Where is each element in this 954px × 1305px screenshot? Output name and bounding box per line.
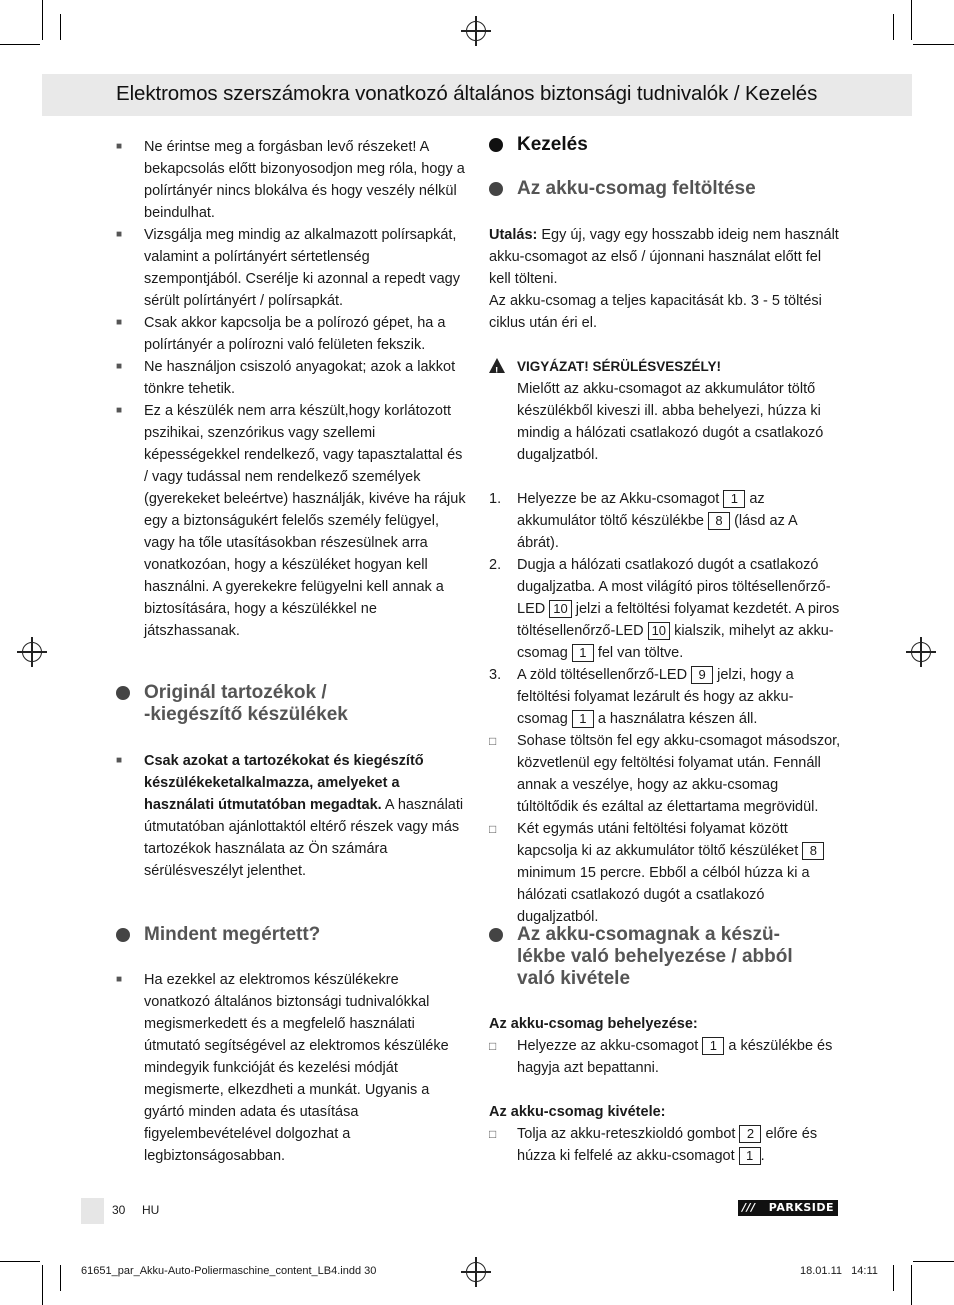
bullet-dot-icon xyxy=(489,928,503,942)
ref-number: 1 xyxy=(702,1037,724,1055)
language-code: HU xyxy=(142,1203,160,1217)
left-column xyxy=(116,136,468,642)
crop-mark xyxy=(60,1265,61,1291)
section-heading-insert: Az akku-csomagnak a készü- lékbe való behelyezése / abból való kivétele xyxy=(489,924,877,990)
ref-number: 1 xyxy=(739,1147,761,1165)
section-heading-kezeles: Kezelés xyxy=(489,134,857,156)
original-text: A használati útmutatóban ajánlottaktól eltérő részek vagy más tartozékok használata az Ön számára sérülésveszélyt jelenthet. xyxy=(144,797,464,879)
crop-mark xyxy=(0,1261,40,1262)
ref-number: 1 xyxy=(572,710,594,728)
registration-mark-icon xyxy=(466,21,486,41)
section-heading-original: Originál tartozékok / -kiegészítő készülékek xyxy=(116,682,484,726)
tip-item: □ Két egymás utáni feltöltési folyamat között kapcsolja ki az akkumulátor töltő készüléket 8 minimum 15 percre. Ebből a célból húzza ki a hálózati csatlakozó dugót a csatlakozó dugaljzatból. xyxy=(489,818,841,928)
bullet-dot-icon xyxy=(116,686,130,700)
remove-label: Az akku-csomag kivétele: xyxy=(489,1104,666,1120)
crop-mark xyxy=(911,0,912,40)
bullet-dot-icon xyxy=(489,182,503,196)
warning-block xyxy=(489,356,841,378)
registration-mark-icon xyxy=(911,642,931,662)
crop-mark xyxy=(893,1265,894,1291)
warning-icon xyxy=(489,358,505,373)
list-item: ■ Ha ezekkel az elektromos készülékekre vonatkozó általános biztonsági tudnivalókkal megismerkedett és a megfelelő használati útmutató segítségével az elektromos készüléke mindegyik funkcióját és kezelési módját megismerte, elkezdheti a munkát. Ugyanis a gyártó minden adata és utasítása figyelembevételével dolgozhat a legbiztonságosabban. xyxy=(116,969,468,1167)
page-title: Elektromos szerszámokra vonatkozó általános biztonsági tudnivalók / Kezelés xyxy=(116,82,818,105)
capacity-paragraph: Az akku-csomag a teljes kapacitását kb. 3 - 5 töltési ciklus után éri el. xyxy=(489,293,822,331)
brand-logo: /// PARKSIDE xyxy=(738,1200,838,1216)
crop-mark xyxy=(0,44,40,45)
original-section xyxy=(116,750,468,882)
footer-box xyxy=(81,1198,104,1224)
crop-mark xyxy=(60,14,61,40)
section-heading-charge: Az akku-csomag feltöltése xyxy=(489,178,857,200)
list-item: ■ Csak akkor kapcsolja be a polírozó gépet, ha a polírtányér a polírozni való felületen fekszik. xyxy=(116,312,468,356)
insert-item: □ Helyezze az akku-csomagot 1 a készülékbe és hagyja azt bepattanni. xyxy=(489,1035,841,1079)
warning-text: Mielőtt az akku-csomagot az akkumulátor töltő készülékből kiveszi ill. abba behelyezi, húzza ki mindig a hálózati csatlakozó dugót a csatlakozó dugaljzatból. xyxy=(517,381,824,463)
list-item: ■ Ne használjon csiszoló anyagokat; azok a lakkot tönkre tehetik. xyxy=(116,356,468,400)
date-time: 18.01.11 14:11 xyxy=(800,1265,878,1277)
crop-mark xyxy=(911,1265,912,1305)
remove-item: □ Tolja az akku-reteszkioldó gombot 2 előre és húzza ki felfelé az akku-csomagot 1 . xyxy=(489,1123,841,1167)
section-heading-understood: Mindent megértett? xyxy=(116,924,484,946)
note-paragraph: Utalás: Egy új, vagy egy hosszabb ideig nem használt akku-csomagot az első / újonnani használat előtt fel kell tölteni. xyxy=(489,227,839,287)
insert-label: Az akku-csomag behelyezése: xyxy=(489,1016,698,1032)
page-number: 30 xyxy=(112,1203,126,1217)
ref-number: 1 xyxy=(723,490,745,508)
registration-mark-icon xyxy=(22,642,42,662)
note-label: Utalás: xyxy=(489,227,538,243)
step-item: 1. Helyezze be az Akku-csomagot 1 az akkumulátor töltő készülékbe 8 (lásd az A ábrát). xyxy=(489,491,797,551)
ref-number: 8 xyxy=(708,512,730,530)
ref-number: 9 xyxy=(691,666,713,684)
ref-number: 10 xyxy=(549,600,571,618)
crop-mark xyxy=(913,44,954,45)
crop-mark xyxy=(913,1261,954,1262)
right-column xyxy=(489,224,841,928)
ref-number: 10 xyxy=(648,622,670,640)
bullet-dot-icon xyxy=(116,928,130,942)
ref-number: 8 xyxy=(802,842,824,860)
ref-number: 1 xyxy=(572,644,594,662)
list-item: ■ Ne érintse meg a forgásban levő részeket! A bekapcsolás előtt bizonyosodjon meg róla, hogy a polírtányér nincs blokálva és hogy veszély nélkül beindulhat. xyxy=(116,136,468,224)
list-item xyxy=(116,750,468,882)
insert-remove-section xyxy=(489,1013,841,1167)
crop-mark xyxy=(42,0,43,40)
crop-mark xyxy=(893,14,894,40)
understood-section xyxy=(116,969,468,1167)
bullet-dot-icon xyxy=(489,138,503,152)
warning-title: VIGYÁZAT! SÉRÜLÉSVESZÉLY! xyxy=(517,359,722,374)
original-bold-text: Csak azokat a tartozékokat és kiegészítő készülékeketalkalmazza, amelyeket a használati útmutatóban megadtak. xyxy=(144,753,424,813)
step-item: 2. Dugja a hálózati csatlakozó dugót a csatlakozó dugaljzatba. A most világító piros töltésellenőrző-LED 10 jelzi a feltöltési folyamat kezdetét. A piros töltésellenőrző-LED 10 kialszik, mihelyt az akku-csomag 1 fel van töltve. xyxy=(489,557,840,661)
crop-mark xyxy=(42,1265,43,1305)
step-item: 3. A zöld töltésellenőrző-LED 9 jelzi, hogy a feltöltési folyamat lezárult és hogy az akku-csomag 1 a használatra készen áll. xyxy=(489,667,794,727)
ref-number: 2 xyxy=(739,1125,761,1143)
list-item: ■ Ez a készülék nem arra készült,hogy korlátozott pszihikai, szenzórikus vagy szellemi képességekkel rendelkező, vagy tapasztalattal és / vagy tudással nem rendelkező személyek (gyerekeket beleértve) használják, kivéve ha rájuk egy a biztonságukért felelős személy felügyel, vagy ha tőle utasításokban részesülnek arra vonatkozóan, hogy a készüléket hogyan kell használni. A gyerekekre felügyelni kell annak a biztosítására, hogy a készülékkel ne játszhassanak. xyxy=(116,400,468,642)
registration-mark-icon xyxy=(466,1262,486,1282)
logo-stripes-icon: /// xyxy=(742,1201,756,1214)
tip-item: □ Sohase töltsön fel egy akku-csomagot másodszor, közvetlenül egy feltöltési folyamat után. Fennáll annak a veszélye, hogy az akku-csomag túltöltődik és ezáltal az élettartama megrövidül. xyxy=(489,730,841,818)
file-info: 61651_par_Akku-Auto-Poliermaschine_content_LB4.indd 30 xyxy=(81,1265,377,1277)
list-item: ■ Vizsgálja meg mindig az alkalmazott polírsapkát, valamint a polírtányért sértetlenség szempontjából. Cserélje ki azonnal a repedt vagy sérült polírtányért / polírsapkát. xyxy=(116,224,468,312)
